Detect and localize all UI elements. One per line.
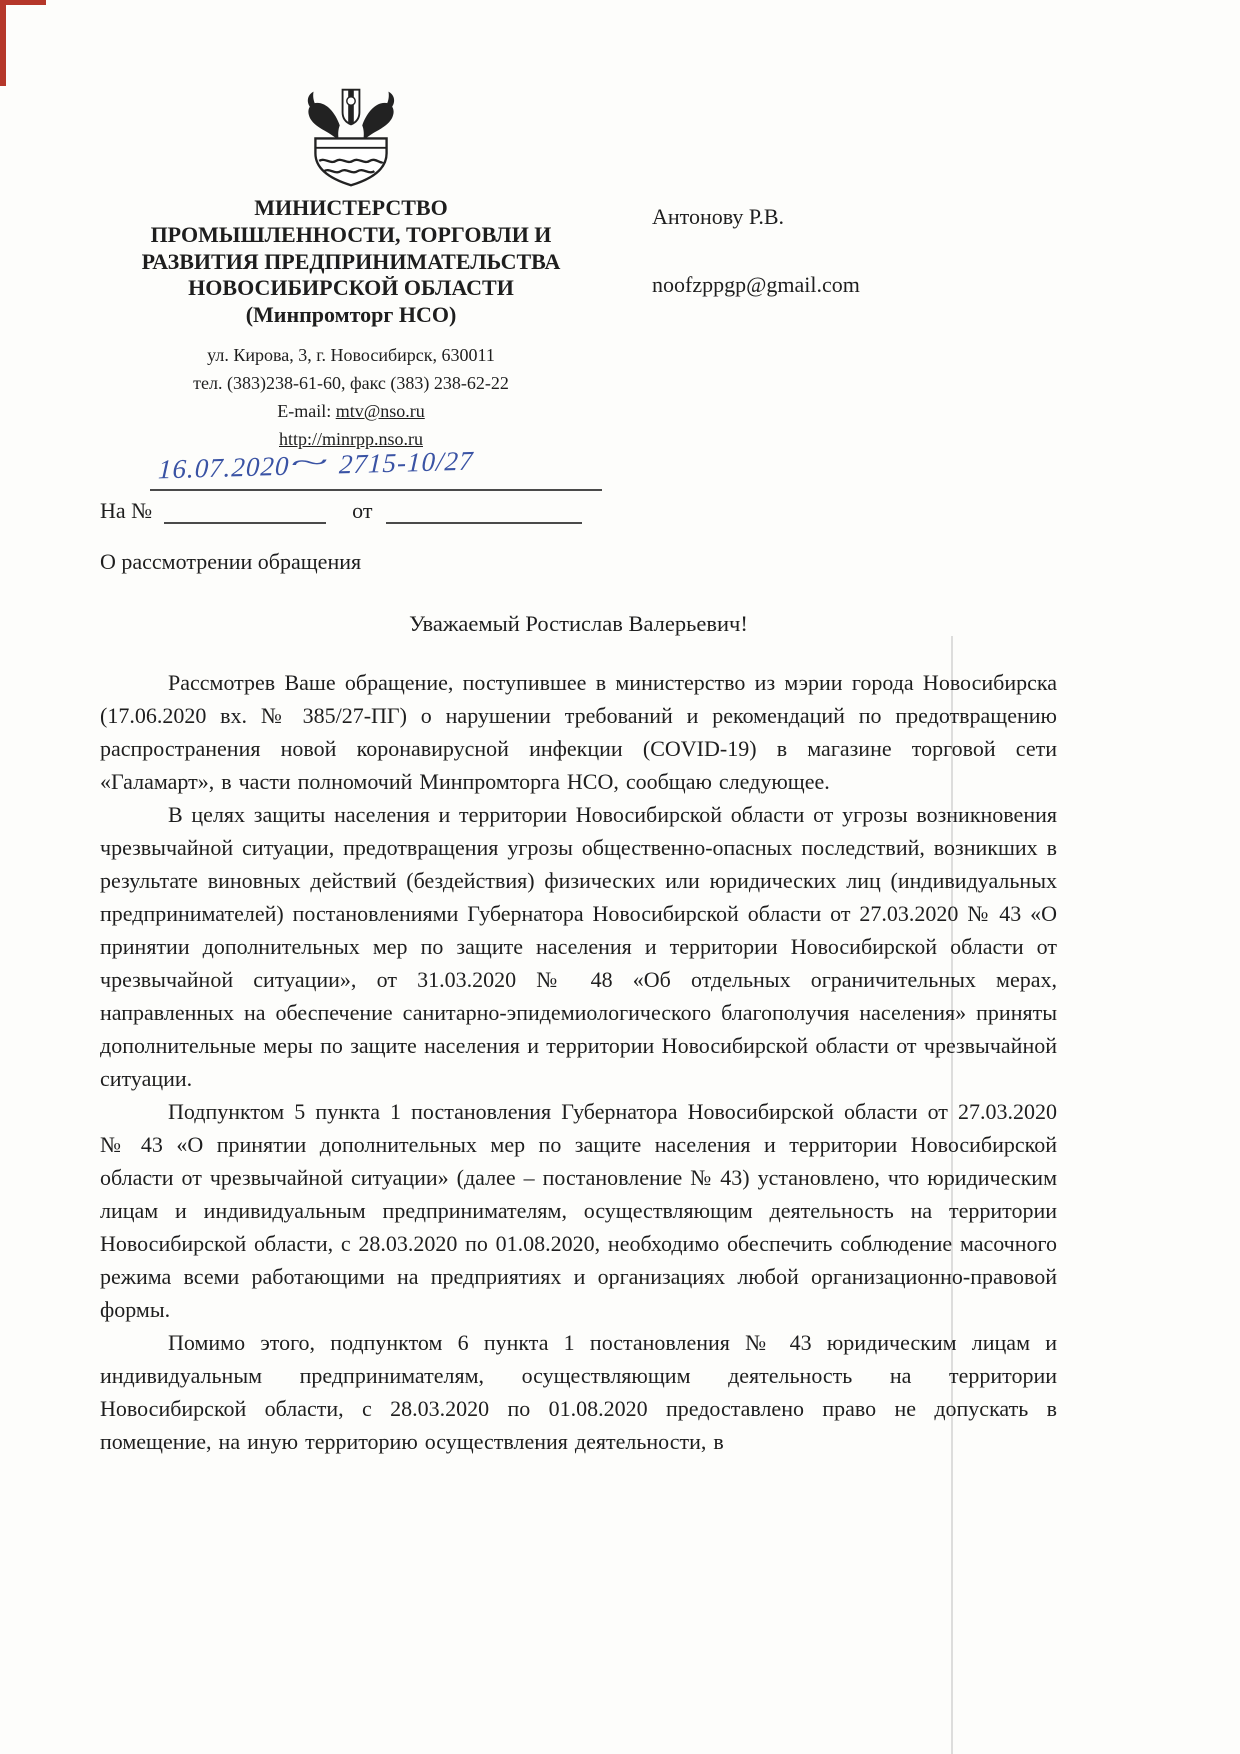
email-label: E-mail: xyxy=(277,400,336,421)
org-name-line-2: ПРОМЫШЛЕННОСТИ, ТОРГОВЛИ И xyxy=(150,221,552,247)
ot-label: от xyxy=(352,498,373,523)
email-link[interactable]: mtv@nso.ru xyxy=(335,400,425,421)
ot-date-blank xyxy=(386,500,582,524)
org-contacts xyxy=(112,342,590,454)
body-paragraph-2: В целях защиты населения и территории Новосибирской области от угрозы возникновения чрезвычайной ситуации, предотвращения угрозы общественно-опасных последствий, возникших в результате виновных действий (бездействия) физических или юридических лиц (индивидуальных предпринимателей) постановлениями Губернатора Новосибирской области от 27.03.2020 № 43 «О принятии дополнительных мер по защите населения и территории Новосибирской области от чрезвычайной ситуации», от 31.03.2020 № 48 «Об отдельных ограничительных мерах, направленных на обеспечение санитарно-эпидемиологического благополучия населения» приняты дополнительные меры по защите населения и территории Новосибирской области от чрезвычайной ситуации. xyxy=(100,802,1057,1091)
handwritten-number: 2715-10/27 xyxy=(338,445,475,480)
org-name-short: (Минпромторг НСО) xyxy=(245,302,457,328)
org-name-line-3: РАЗВИТИЯ ПРЕДПРИНИМАТЕЛЬСТВА xyxy=(141,248,561,274)
org-name-line-4: НОВОСИБИРСКОЙ ОБЛАСТИ xyxy=(188,275,514,301)
recipient-email: noofzppgp@gmail.com xyxy=(652,272,860,297)
org-name xyxy=(112,195,590,329)
org-phone: тел. (383)238-61-60, факс (383) 238-62-22 xyxy=(193,373,509,394)
org-address: ул. Кирова, 3, г. Новосибирск, 630011 xyxy=(207,345,495,366)
body-paragraph-3: Подпунктом 5 пункта 1 постановления Губернатора Новосибирской области от 27.03.2020 № 43 «О принятии дополнительных мер по защите населения и территории Новосибирской области от чрезвычайной ситуации» (далее – постановление № 43) установлено, что юридическим лицам и индивидуальным предпринимателям, осуществляющим деятельность на территории Новосибирской области, с 28.03.2020 по 01.08.2020, необходимо обеспечить соблюдение масочного режима всеми работающими на предприятиях и организациях любой организационно-правовой формы. xyxy=(100,1099,1057,1322)
subject-line: О рассмотрении обращения xyxy=(100,549,362,574)
org-name-line-1: МИНИСТЕРСТВО xyxy=(254,195,448,220)
na-number-blank xyxy=(164,500,326,524)
site-link[interactable]: http://minrpp.nso.ru xyxy=(279,428,423,449)
handwritten-stroke: ~ xyxy=(288,446,331,478)
salutation: Уважаемый Ростислав Валерьевич! xyxy=(409,611,748,636)
recipient-block xyxy=(652,204,860,298)
body-paragraph-4: Помимо этого, подпунктом 6 пункта 1 постановления № 43 юридическим лицам и индивидуальным предпринимателям, осуществляющим деятельность на территории Новосибирской области, с 28.03.2020 по 01.08.2020 предоставлено право не допускать в помещение, на иную территорию осуществления деятельности, в xyxy=(100,1330,1057,1454)
reference-underline xyxy=(150,489,602,491)
scan-red-mark-vertical xyxy=(0,0,6,86)
na-number-label: На № xyxy=(100,498,153,523)
recipient-name: Антонову Р.В. xyxy=(652,204,785,229)
reference-row xyxy=(100,498,582,524)
letterhead xyxy=(112,86,590,454)
scan-red-mark-horizontal xyxy=(0,0,46,5)
letter-body xyxy=(100,666,1057,1458)
org-email-row xyxy=(112,398,590,426)
handwritten-date: 16.07.2020 xyxy=(157,450,291,485)
coat-of-arms-icon xyxy=(112,86,590,189)
body-paragraph-1: Рассмотрев Ваше обращение, поступившее в министерство из мэрии города Новосибирска (17.06.2020 вх. № 385/27-ПГ) о нарушении требований и рекомендаций по предотвращению распространения новой коронавирусной инфекции (COVID-19) в магазине торговой сети «Галамарт», в части полномочий Минпромторга НСО, сообщаю следующее. xyxy=(100,670,1057,794)
